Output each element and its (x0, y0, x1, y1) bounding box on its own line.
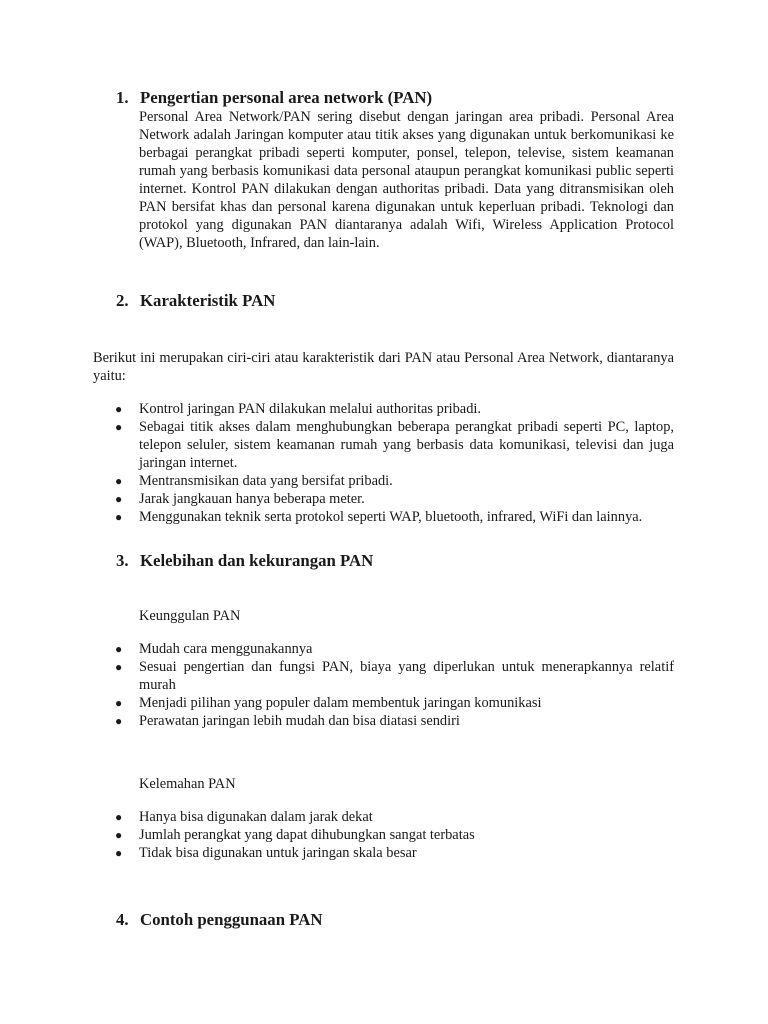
list-item: ● Sesuai pengertian dan fungsi PAN, biaya yang diperlukan untuk menerapkannya relatif murah (115, 659, 674, 693)
section-title: Kelebihan dan kekurangan PAN (140, 551, 374, 570)
section-paragraph: Personal Area Network/PAN sering disebut dengan jaringan area pribadi. Personal Area Network adalah Jaringan komputer atau titik akses yang digunakan untuk berkomunikasi ke berbagai perangkat pribadi seperti komputer, ponsel, telepon, televise, sistem keamanan rumah yang berbasis komunikasi data personal ataupun perangkat komunikasi public seperti internet. Kontrol PAN dilakukan dengan authoritas pribadi. Data yang ditransmisikan oleh PAN bersifat khas dan personal karena digunakan untuk keperluan pribadi. Teknologi dan protokol yang digunakan PAN diantaranya adalah Wifi, Wireless Application Protocol (WAP), Bluetooth, Infrared, dan lain-lain. (139, 109, 674, 251)
advantages-label: Keunggulan PAN (139, 608, 241, 624)
section-title: Pengertian personal area network (PAN) (140, 88, 433, 107)
list-item: ● Kontrol jaringan PAN dilakukan melalui authoritas pribadi. (115, 401, 481, 417)
bullet-icon: ● (115, 846, 123, 860)
section-number: 3. (116, 551, 129, 570)
section-title: Karakteristik PAN (140, 291, 276, 310)
list-item: ● Perawatan jaringan lebih mudah dan bisa diatasi sendiri (115, 713, 460, 729)
list-item: ● Hanya bisa digunakan dalam jarak dekat (115, 809, 373, 825)
list-item: ● Jarak jangkauan hanya beberapa meter. (115, 491, 365, 507)
list-item: ● Jumlah perangkat yang dapat dihubungkan sangat terbatas (115, 827, 475, 843)
list-item: ● Mudah cara menggunakannya (115, 641, 313, 657)
list-item: ● Menggunakan teknik serta protokol seperti WAP, bluetooth, infrared, WiFi dan lainnya. (115, 509, 643, 525)
section-number: 4. (116, 910, 129, 929)
advantages-list (93, 640, 674, 730)
section-heading (116, 291, 676, 311)
disadvantages-label: Kelemahan PAN (139, 776, 236, 792)
section-heading (116, 551, 676, 571)
section-heading (116, 88, 676, 108)
list-item: ● Sebagai titik akses dalam menghubungkan beberapa perangkat pribadi seperti PC, laptop, telepon seluler, sistem keamanan rumah yang berbasis data komunikasi, televisi dan juga jaringan internet. (115, 419, 674, 471)
bullet-icon: ● (115, 510, 123, 524)
section-paragraph: Berikut ini merupakan ciri-ciri atau karakteristik dari PAN atau Personal Area Network, diantaranya yaitu: (93, 350, 674, 384)
section-number: 1. (116, 88, 129, 107)
bullet-icon: ● (115, 402, 123, 416)
list-item: ● Mentransmisikan data yang bersifat pribadi. (115, 473, 393, 489)
bullet-icon: ● (115, 492, 123, 506)
bullet-icon: ● (115, 828, 123, 842)
disadvantages-list (93, 808, 674, 862)
section-title: Contoh penggunaan PAN (140, 910, 323, 929)
bullet-icon: ● (115, 642, 123, 656)
bullet-icon: ● (115, 420, 123, 434)
list-item: ● Menjadi pilihan yang populer dalam membentuk jaringan komunikasi (115, 695, 542, 711)
list-item: ● Tidak bisa digunakan untuk jaringan skala besar (115, 845, 417, 861)
bullet-icon: ● (115, 696, 123, 710)
bullet-icon: ● (115, 660, 123, 674)
section-number: 2. (116, 291, 129, 310)
section-heading (116, 910, 676, 930)
bullet-icon: ● (115, 474, 123, 488)
characteristics-list (93, 400, 674, 526)
bullet-icon: ● (115, 714, 123, 728)
bullet-icon: ● (115, 810, 123, 824)
